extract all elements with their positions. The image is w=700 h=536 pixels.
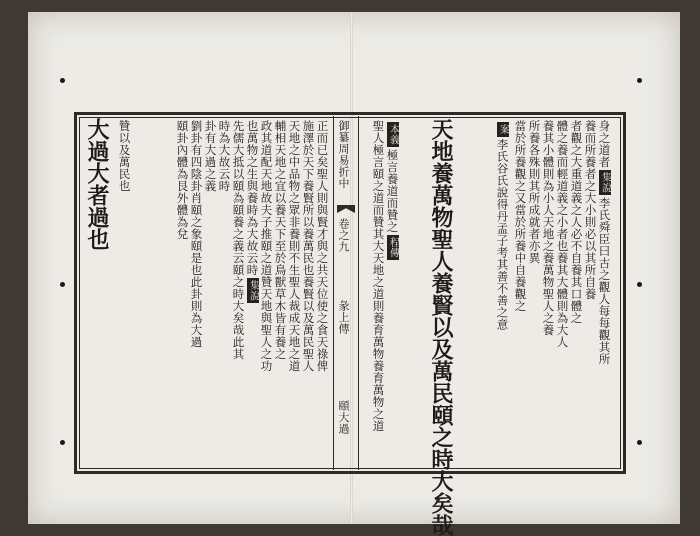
section-label: 彖上傳 [337, 300, 350, 335]
text-line: 也萬物之生與養時為大故云時 [245, 120, 260, 276]
text-line: 身之道者 [597, 120, 612, 168]
binding-hole [60, 440, 65, 445]
text-column: 卦有大過之義 [203, 120, 218, 192]
text-column: 天地之中品物之眾非養則不生聖人裁成天地之道 [287, 120, 302, 372]
label-badge: 集說 [599, 172, 611, 193]
label-badge: 集說 [247, 280, 259, 301]
binding-hole [637, 282, 642, 287]
section-heading: 大過大者過也 [84, 118, 110, 250]
binding-hole [60, 78, 65, 83]
label-badge: 程傳 [387, 237, 399, 258]
text-column: 輔相天地之宜以養天下至於鳥獸草木皆有養之 [273, 120, 288, 360]
text-column: 所養各殊則其所成就者亦異 [527, 120, 542, 264]
text-column: 政其道配天地故夫子推頤之道贊天地與聖人之功 [259, 120, 274, 372]
text-column [598, 120, 611, 460]
hexagram-label: 頤大過 [337, 400, 350, 435]
text-column: 養而所養者之大小則必以其所自養 [583, 120, 598, 300]
text-column: 施澤於天下養賢所以養萬民也養賢以及萬民聖人 [301, 120, 316, 372]
text-column: 正而已矣聖人則與賢才與之共天位使之食天祿俾 [315, 120, 330, 372]
text-line: 李氏舜臣曰古之觀人每每觀其所 [597, 197, 612, 365]
text-column [246, 120, 259, 460]
text-column [496, 120, 509, 460]
binding-hole [637, 78, 642, 83]
text-column: 劉卦有四陰卦肖頤之象頤是也此卦則為大過 [189, 120, 204, 348]
binding-hole [637, 440, 642, 445]
running-title: 御纂周易折中 [337, 120, 350, 189]
text-column: 養其小體則為小人天地之養萬物聖人之養 [541, 120, 556, 336]
text-line: 李氏谷氏說得丹孟子考其善不善之意 [495, 138, 510, 331]
text-column: 聖人極言頤之道而贊其大天地之道則養育萬物養育萬物之道 [371, 120, 386, 432]
text-line: 極言養道而贊之 [385, 149, 400, 233]
label-badge: 本義 [387, 124, 399, 145]
text-column [386, 120, 399, 460]
text-column: 當於所養觀之又當於所養中自養觀之 [513, 120, 528, 312]
text-column: 先儒大抵以頤為頤養之義云頤之時大矣哉此其 [231, 120, 246, 360]
chapter-label: 卷之九 [337, 218, 350, 253]
text-column: 者觀之大重道義之人必不自養其口體之 [569, 120, 584, 324]
binding-hole [60, 282, 65, 287]
text-column: 體之養而輕道義之小者也養其大體則為大人 [555, 120, 570, 348]
text-column: 贊以及萬民也 [117, 120, 132, 192]
label-badge: 案 [497, 124, 509, 135]
text-column: 頤卦內體為艮外體為兌 [175, 120, 190, 240]
main-text: 天地養萬物聖人養賢以及萬民頤之時大矣哉 [428, 118, 454, 536]
text-column: 時為大故云時 [217, 120, 232, 192]
